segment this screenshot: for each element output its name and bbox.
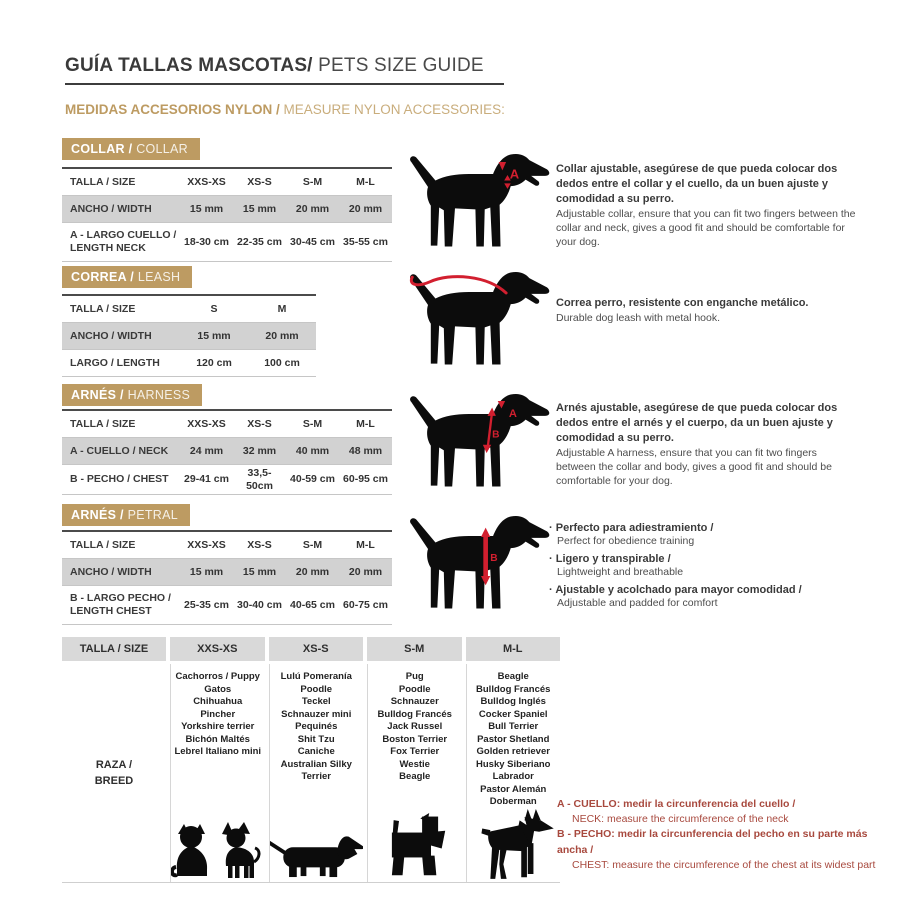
petral-chest-value: 40-65 cm <box>286 586 339 625</box>
breed-item: Schnauzer mini <box>281 708 352 720</box>
collar-size-table <box>62 167 392 262</box>
breed-item: Bulldog Francés <box>476 683 551 695</box>
collar-header-col3: S-M <box>286 168 339 196</box>
harness-neck-value: 40 mm <box>286 438 339 465</box>
harness-desc-spanish: Arnés ajustable, asegúrese de que pueda colocar dos dedos entre el arnés y el cuerpo, da un buen ajuste y comodidad a su perro. <box>556 402 838 444</box>
harness-header-col1: XXS-XS <box>180 410 233 438</box>
breed-column-xxs-xs <box>170 664 265 882</box>
leash-section-badge <box>62 266 192 288</box>
harness-neck-label: A - CUELLO / NECK <box>62 438 180 465</box>
harness-badge-es: ARNÉS / <box>71 388 124 402</box>
petral-arrow-icon <box>481 528 490 537</box>
harness-size-table <box>62 409 392 495</box>
harness-dog-illustration <box>402 388 560 494</box>
collar-description <box>556 162 858 249</box>
breed-list <box>378 671 452 784</box>
page-subtitle-english: MEASURE NYLON ACCESSORIES: <box>279 102 505 117</box>
collar-neck-value: 18-30 cm <box>180 223 233 262</box>
collar-desc-spanish: Collar ajustable, asegúrese de que pueda colocar dos dedos entre el collar y el cuello, da un buen ajuste y comodidad a su perro. <box>556 163 838 205</box>
harness-description <box>556 401 858 488</box>
breed-table-body <box>62 664 560 883</box>
breed-item: Pastor Shetland <box>477 733 550 745</box>
petral-width-label: ANCHO / WIDTH <box>62 559 180 586</box>
petral-feature-list <box>549 521 857 614</box>
leash-description <box>556 296 858 325</box>
page-title-english: PETS SIZE GUIDE <box>312 55 484 76</box>
leash-badge-en: LEASH <box>134 270 181 284</box>
petral-size-table <box>62 530 392 625</box>
petral-section-badge <box>62 504 190 526</box>
breed-table-header <box>62 637 560 661</box>
collar-dog-illustration <box>402 148 560 254</box>
leash-header-col2: M <box>248 295 316 323</box>
harness-chest-value: 60-95 cm <box>339 465 392 495</box>
breed-column-m-l <box>466 664 561 882</box>
leash-size-table <box>62 294 316 377</box>
harness-header-col3: S-M <box>286 410 339 438</box>
note-chest <box>557 827 889 873</box>
collar-header-col1: XXS-XS <box>180 168 233 196</box>
petral-feature-en: Lightweight and breathable <box>557 566 684 579</box>
petral-header-col4: M-L <box>339 531 392 559</box>
petral-dog-illustration <box>402 510 560 616</box>
harness-header-col4: M-L <box>339 410 392 438</box>
breed-row-label <box>62 664 166 882</box>
breed-item: Cocker Spaniel <box>478 708 548 720</box>
petral-marker-b: B <box>490 553 498 565</box>
leash-header-size: TALLA / SIZE <box>62 295 180 323</box>
breed-list <box>174 671 261 759</box>
breed-item: Beagle <box>497 671 529 682</box>
breed-item: Caniche <box>297 746 335 757</box>
petral-feature-en: Adjustable and padded for comfort <box>557 597 718 610</box>
petral-feature <box>549 521 857 549</box>
breed-item: Bulldog Inglés <box>480 696 546 707</box>
breed-item: Doberman <box>489 796 537 807</box>
note-chest-en: CHEST: measure the circumference of the chest at its widest part <box>572 858 876 871</box>
breed-item: Labrador <box>492 771 534 782</box>
petral-chest-label: B - LARGO PECHO / LENGTH CHEST <box>62 586 180 625</box>
harness-chest-label: B - PECHO / CHEST <box>62 465 180 495</box>
page-subtitle-spanish: MEDIDAS ACCESORIOS NYLON / <box>65 102 280 117</box>
breed-item: Pequinés <box>295 721 338 732</box>
measurement-notes <box>557 797 889 873</box>
collar-header-size: TALLA / SIZE <box>62 168 180 196</box>
leash-length-label: LARGO / LENGTH <box>62 350 180 377</box>
breed-item: Pastor Alemán <box>480 783 547 795</box>
harness-chest-value: 29-41 cm <box>180 465 233 495</box>
harness-neck-value: 48 mm <box>339 438 392 465</box>
breed-item: Pug <box>405 671 424 682</box>
harness-marker-a: A <box>508 407 517 420</box>
note-neck-es: A - CUELLO: medir la circunferencia del cuello / <box>557 798 796 810</box>
petral-width-value: 15 mm <box>233 559 286 586</box>
note-neck-en: NECK: measure the circumference of the neck <box>572 813 789 826</box>
leash-length-value: 120 cm <box>180 350 248 377</box>
petral-width-value: 15 mm <box>180 559 233 586</box>
petral-chest-value: 60-75 cm <box>339 586 392 625</box>
breed-item: Gatos <box>204 683 232 695</box>
collar-width-value: 15 mm <box>233 196 286 223</box>
breed-column-s-m <box>367 664 462 882</box>
page-title <box>65 55 504 85</box>
collar-section-badge <box>62 138 200 160</box>
harness-badge-en: HARNESS <box>123 388 191 402</box>
leash-desc-english: Durable dog leash with metal hook. <box>556 311 721 324</box>
collar-width-value: 15 mm <box>180 196 233 223</box>
breed-row-label-es: RAZA / <box>95 758 133 771</box>
collar-badge-es: COLLAR / <box>71 142 133 156</box>
breed-header-size: TALLA / SIZE <box>62 637 166 661</box>
petral-feature <box>549 552 857 580</box>
collar-badge-en: COLLAR <box>132 142 189 156</box>
breed-header-m-l: M-L <box>466 637 561 661</box>
breed-item: Boston Terrier <box>382 733 448 745</box>
breed-item: Lulú Pomeranía <box>280 671 352 682</box>
cat-and-chihuahua-silhouette-icon <box>170 820 265 880</box>
breed-header-xxs-xs: XXS-XS <box>170 637 265 661</box>
breed-item: Poodle <box>398 683 431 695</box>
leash-badge-es: CORREA / <box>71 270 135 284</box>
breed-row-label-en: BREED <box>94 775 134 787</box>
breed-item: Teckel <box>301 696 331 707</box>
breed-item: Shit Tzu <box>297 733 335 745</box>
petral-header-size: TALLA / SIZE <box>62 531 180 559</box>
petral-chest-value: 25-35 cm <box>180 586 233 625</box>
collar-width-label: ANCHO / WIDTH <box>62 196 180 223</box>
breed-column-xs-s <box>269 664 364 882</box>
leash-width-label: ANCHO / WIDTH <box>62 323 180 350</box>
collar-marker-a: A <box>509 166 520 182</box>
harness-marker-b: B <box>492 429 500 441</box>
page-title-spanish: GUÍA TALLAS MASCOTAS/ <box>65 55 313 76</box>
breed-item: Chihuahua <box>193 696 243 707</box>
schnauzer-silhouette-icon <box>383 810 447 880</box>
harness-chest-value: 33,5-50cm <box>233 465 286 495</box>
breed-item: Beagle <box>399 771 431 782</box>
breed-header-s-m: S-M <box>367 637 462 661</box>
harness-chest-value: 40-59 cm <box>286 465 339 495</box>
doberman-silhouette-icon <box>474 809 560 881</box>
breed-list <box>476 671 550 809</box>
harness-header-col2: XS-S <box>233 410 286 438</box>
petral-feature-es: · Ajustable y acolchado para mayor comodidad / <box>549 583 857 597</box>
breed-item: Westie <box>399 758 430 770</box>
note-chest-es: B - PECHO: medir la circunferencia del pecho en su parte más ancha / <box>557 828 868 856</box>
page-subtitle <box>65 102 505 117</box>
leash-dog-illustration <box>402 266 560 372</box>
breed-item: Poodle <box>300 683 333 695</box>
harness-neck-value: 32 mm <box>233 438 286 465</box>
leash-length-value: 100 cm <box>248 350 316 377</box>
note-neck <box>557 797 889 827</box>
breed-item: Fox Terrier <box>390 746 440 757</box>
collar-header-col2: XS-S <box>233 168 286 196</box>
collar-width-value: 20 mm <box>286 196 339 223</box>
leash-width-value: 15 mm <box>180 323 248 350</box>
harness-section-badge <box>62 384 202 406</box>
collar-header-col4: M-L <box>339 168 392 196</box>
petral-width-value: 20 mm <box>286 559 339 586</box>
breed-item: Schnauzer <box>390 696 439 707</box>
petral-header-col1: XXS-XS <box>180 531 233 559</box>
breed-item: Yorkshire terrier <box>181 721 255 732</box>
breed-item: Pincher <box>200 708 236 720</box>
dachshund-silhouette-icon <box>269 826 364 880</box>
petral-feature-en: Perfect for obedience training <box>557 535 695 548</box>
collar-neck-value: 22-35 cm <box>233 223 286 262</box>
breed-item: Bull Terrier <box>488 721 539 732</box>
breed-item: Bichón Maltés <box>185 733 250 745</box>
breed-item: Jack Russel <box>387 721 443 732</box>
leash-desc-spanish: Correa perro, resistente con enganche metálico. <box>556 297 809 309</box>
collar-neck-value: 30-45 cm <box>286 223 339 262</box>
collar-desc-english: Adjustable collar, ensure that you can fit two fingers between the collar and neck, gives a good fit and should be comfortable for your dog. <box>556 207 856 248</box>
petral-header-col3: S-M <box>286 531 339 559</box>
petral-feature-es: · Ligero y transpirable / <box>549 552 857 566</box>
harness-neck-value: 24 mm <box>180 438 233 465</box>
petral-badge-en: PETRAL <box>123 508 179 522</box>
breed-item: Lebrel Italiano mini <box>174 746 262 757</box>
harness-header-size: TALLA / SIZE <box>62 410 180 438</box>
breed-item: Bulldog Francés <box>377 708 452 720</box>
breed-list <box>270 671 364 784</box>
leash-width-value: 20 mm <box>248 323 316 350</box>
collar-neck-label: A - LARGO CUELLO / LENGTH NECK <box>62 223 180 262</box>
petral-header-col2: XS-S <box>233 531 286 559</box>
breed-item: Golden retriever <box>476 746 550 757</box>
petral-feature <box>549 583 857 611</box>
petral-feature-es: · Perfecto para adiestramiento / <box>549 521 857 535</box>
petral-badge-es: ARNÉS / <box>71 508 124 522</box>
harness-desc-english: Adjustable A harness, ensure that you can fit two fingers between the collar and body, gives a good fit and should be comfortable for your dog. <box>556 446 832 487</box>
petral-width-value: 20 mm <box>339 559 392 586</box>
leash-header-col1: S <box>180 295 248 323</box>
collar-neck-value: 35-55 cm <box>339 223 392 262</box>
breed-size-table <box>62 637 560 883</box>
petral-chest-value: 30-40 cm <box>233 586 286 625</box>
breed-header-xs-s: XS-S <box>269 637 364 661</box>
collar-width-value: 20 mm <box>339 196 392 223</box>
breed-item: Australian Silky Terrier <box>280 758 352 782</box>
breed-item: Husky Siberiano <box>476 758 551 770</box>
breed-item: Cachorros / Puppy <box>175 671 260 682</box>
